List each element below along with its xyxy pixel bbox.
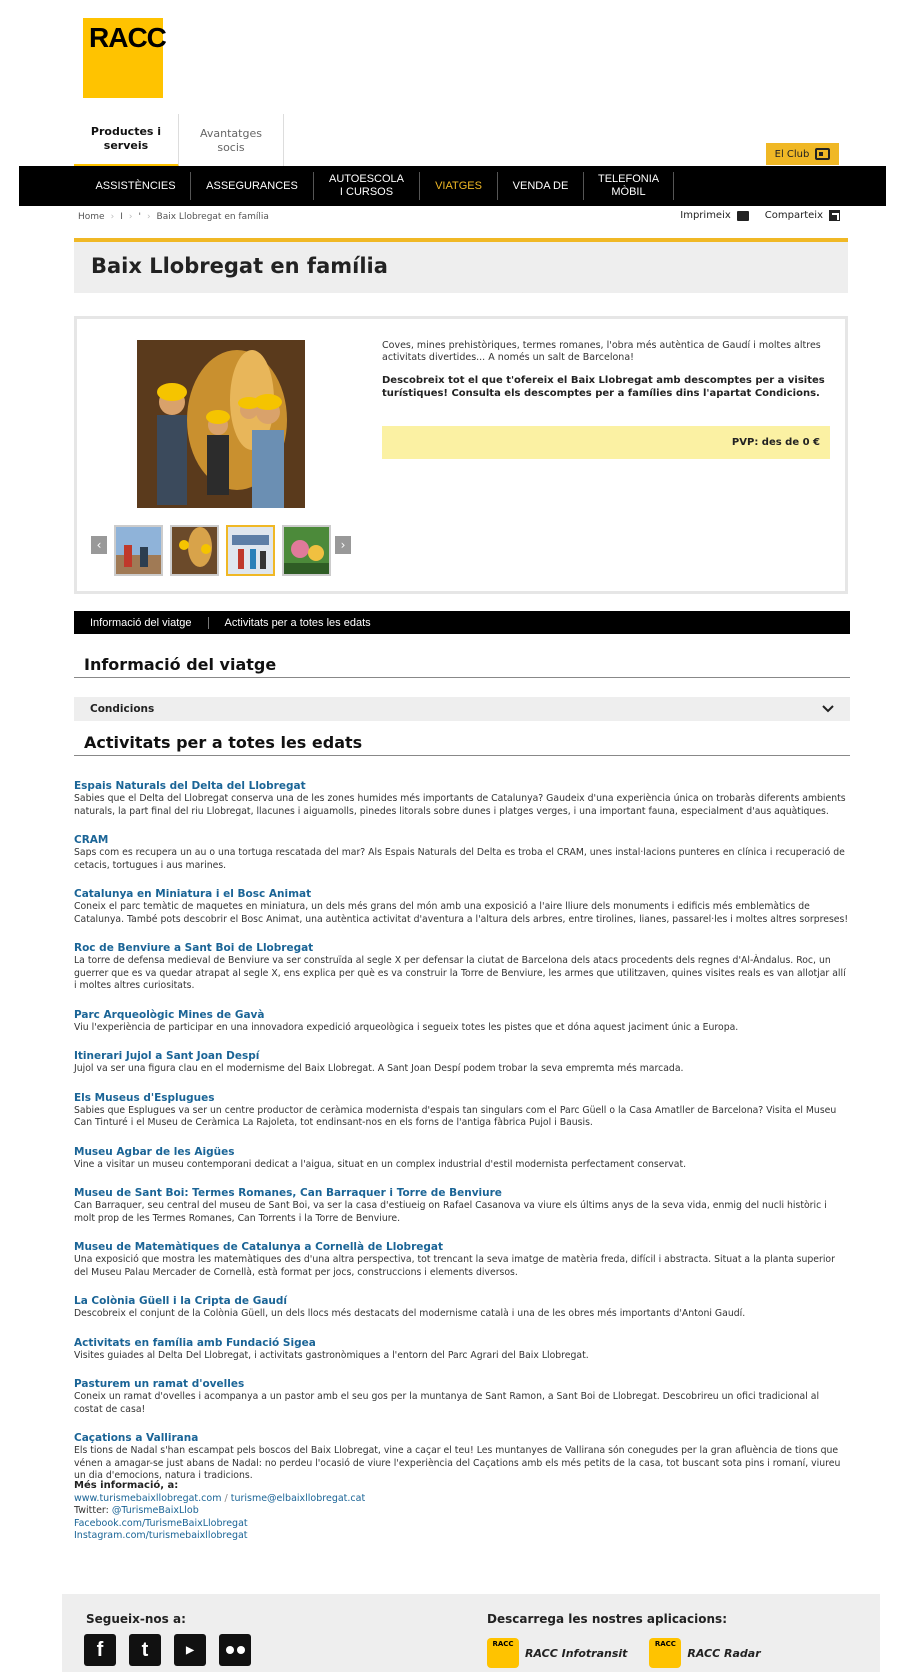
activity-item [74, 1044, 850, 1076]
page-title: Baix Llobregat en família [91, 254, 388, 278]
activity-item [74, 774, 850, 818]
activity-title[interactable]: CRAM [74, 834, 109, 846]
product-highlight: Descobreix tot el que t'ofereix el Baix Llobregat amb descomptes per a visites turístiques! Consulta els descomptes per a famílies dins l'apartat Condicions. [382, 375, 825, 399]
activity-item [74, 882, 850, 926]
title-box [74, 238, 848, 293]
tab-activitats[interactable]: Activitats per a totes les edats [224, 616, 371, 629]
top-tabs [74, 114, 284, 167]
thumbnail-image [172, 527, 217, 574]
separator: / [221, 1492, 231, 1504]
flickr-icon[interactable] [219, 1634, 251, 1666]
main-photo[interactable] [137, 340, 305, 508]
tab-informacio-viatge[interactable]: Informació del viatge [90, 617, 209, 629]
youtube-icon[interactable]: ▶ [174, 1634, 206, 1666]
activity-item [74, 828, 850, 872]
product-intro: Coves, mines prehistòriques, termes romanes, l'obra més autèntica de Gaudí i moltes altres activitats divertides... A només un salt de Barcelona! [382, 340, 821, 363]
nav-autoescola[interactable]: AUTOESCOLA I CURSOS [314, 172, 420, 200]
more-info [74, 1480, 365, 1543]
activity-title[interactable]: Museu de Matemàtiques de Catalunya a Cornellà de Llobregat [74, 1241, 443, 1253]
website-link[interactable]: www.turismebaixllobregat.com [74, 1492, 222, 1504]
breadcrumb-separator: › [146, 212, 151, 222]
accordion-label: Condicions [90, 703, 155, 715]
app-name: RACC Radar [687, 1646, 761, 1660]
activity-title[interactable]: Parc Arqueològic Mines de Gavà [74, 1008, 265, 1021]
activity-title[interactable]: Caçations a Vallirana [74, 1432, 199, 1444]
twitter-icon[interactable]: t [129, 1634, 161, 1666]
activity-title[interactable]: Roc de Benviure a Sant Boi de Llobregat [74, 942, 314, 954]
thumbnail-image [228, 527, 273, 574]
email-link[interactable]: turisme@elbaixllobregat.cat [230, 1492, 366, 1504]
activity-title[interactable]: Museu de Sant Boi: Termes Romanes, Can Barraquer i Torre de Benviure [74, 1187, 502, 1199]
thumbnail-image [284, 527, 329, 574]
chevron-down-icon [822, 705, 834, 713]
activity-description: Visites guiades al Delta Del Llobregat, i activitats gastronòmiques a l'entorn del Parc Agrari del Baix Llobregat. [74, 1349, 589, 1361]
nav-venda[interactable]: VENDA DE [498, 172, 584, 200]
club-button[interactable] [766, 143, 839, 165]
thumbnail-selected[interactable] [226, 525, 275, 576]
activity-description: Descobreix el conjunt de la Colònia Güell, un dels llocs més destacats del modernisme català i una de les obres més importants d'Antoni Gaudí. [74, 1308, 746, 1319]
activity-description: Vine a visitar un museu contemporani dedicat a l'aigua, situat en un complex industrial d'estil modernista perfectament conservat. [74, 1158, 687, 1170]
section-heading-info: Informació del viatge [74, 655, 850, 678]
breadcrumb-separator: › [128, 212, 133, 222]
thumbnail[interactable] [282, 525, 331, 576]
section-heading-activities: Activitats per a totes les edats [74, 733, 850, 756]
activity-description: Els tions de Nadal s'han escampat pels boscos del Baix Llobregat, vine a caçar el teu! Les muntanyes de Vallirana són conegudes per la gran afluència de tions que vénen a amagar-se just abans de Nadal: no perdeu l'ocasió de viure l'experiència del Caçations amb els més petits de la casa, tot buscant sota pins i romaní, viureu un dia d'emocions, natura i tradicions. [74, 1445, 841, 1481]
conditions-accordion[interactable] [74, 697, 850, 721]
activity-description: Sabies que el Delta del Llobregat conserva una de les zones humides més importants de Catalunya? Gaudeix d'una experiència única on trobaràs diferents ambients naturals, la part final del riu Llobregat, llacunes i aiguamolls, pinedes litorals sobre dunes i platges verges, i una important fauna, especialment d'aus aquàtiques. [74, 793, 846, 817]
main-nav [19, 166, 886, 206]
activity-item [74, 1086, 850, 1130]
activity-item [74, 1140, 850, 1172]
twitter-prefix: Twitter: [74, 1505, 112, 1516]
share-label: Comparteix [764, 210, 823, 221]
activity-title[interactable]: Espais Naturals del Delta del Llobregat [74, 780, 306, 792]
share-icon [829, 210, 840, 221]
app-links [487, 1638, 761, 1668]
thumbnail[interactable] [170, 525, 219, 576]
tab-avantatges-socis[interactable]: Avantatges socis [179, 114, 284, 167]
activity-item [74, 1003, 850, 1035]
nav-telefonia[interactable]: TELEFONIA MÒBIL [584, 172, 674, 200]
print-label: Imprimeix [680, 210, 731, 221]
racc-logo[interactable]: RACC [83, 18, 163, 98]
more-info-web-line [74, 1493, 365, 1506]
tab-productes-serveis[interactable]: Productes i serveis [74, 114, 179, 167]
social-links [84, 1634, 251, 1666]
activity-item [74, 1181, 850, 1225]
activity-title[interactable]: Pasturem un ramat d'ovelles [74, 1378, 245, 1390]
nav-assegurances[interactable]: ASSEGURANCES [191, 172, 314, 200]
activity-description: Una exposició que mostra les matemàtiques des d'una altra perspectiva, tot trencant la seva imatge de matèria freda, difícil i abstracta. Situat a la planta superior del Museu Palau Mercader de Cornellà, està format per jocs, construccions i elements diversos. [74, 1254, 835, 1278]
thumbnail-image [116, 527, 161, 574]
chevron-left-icon: ‹ [96, 538, 102, 552]
facebook-icon[interactable]: f [84, 1634, 116, 1666]
thumbnail[interactable] [114, 525, 163, 576]
share-button[interactable] [765, 210, 840, 221]
breadcrumb-home[interactable]: Home [78, 212, 105, 222]
activity-description: Jujol va ser una figura clau en el modernisme del Baix Llobregat. A Sant Joan Despí podem trobar la seva empremta més marcada. [74, 1063, 684, 1074]
activity-description: Sabies que Esplugues va ser un centre productor de ceràmica modernista d'espais tan singulars com el Parc Güell o la Casa Amatller de Barcelona? Visita el Museu Can Tinturé i el Museu de Ceràmica La Rajoleta, tot endinsant-nos en els forns de l'antiga fàbrica Pujol i Bausis. [74, 1104, 837, 1128]
twitter-link[interactable]: @TurismeBaixLlob [111, 1505, 199, 1516]
activity-item [74, 1426, 850, 1483]
app-name: RACC Infotransit [525, 1646, 628, 1660]
thumbnail-strip [114, 525, 331, 576]
activities-list [74, 774, 850, 1493]
follow-heading: Segueix-nos a: [86, 1612, 186, 1626]
nav-assistencies[interactable]: ASSISTÈNCIES [81, 172, 191, 200]
page-actions [680, 210, 840, 221]
breadcrumb-item[interactable]: ' [138, 212, 141, 222]
activity-description: La torre de defensa medieval de Benviure va ser construïda al segle X per defensar la ciutat de Barcelona dels atacs procedents dels regnes d'Al-Àndalus. Roc, un guerrer que es va quedar atrapat al segle X, ens explica per què es va construir la Torre de Benviure, les armes que utilitzaven, quines visites reals es van allotjar allí i moltes altres curiositats. [74, 955, 846, 991]
facebook-link[interactable]: Facebook.com/TurismeBaixLlobregat [74, 1517, 248, 1529]
activity-item [74, 1235, 850, 1279]
breadcrumb-item[interactable]: I [120, 212, 123, 222]
nav-viatges[interactable]: VIATGES [420, 172, 498, 200]
activity-item [74, 1372, 850, 1416]
section-tabs [74, 611, 850, 634]
instagram-link[interactable]: Instagram.com/turismebaixllobregat [74, 1530, 248, 1541]
cave-photo-image [137, 340, 305, 508]
app-infotransit[interactable] [487, 1638, 627, 1668]
carousel-prev-button[interactable] [91, 536, 107, 554]
apps-heading: Descarrega les nostres aplicacions: [487, 1612, 727, 1626]
printer-icon [737, 211, 749, 221]
activity-title[interactable]: Museu Agbar de les Aigües [74, 1145, 235, 1158]
radar-app-icon: RACC [649, 1638, 681, 1668]
activity-title[interactable]: Activitats en família amb Fundació Sigea [74, 1336, 316, 1349]
activity-item [74, 1331, 850, 1363]
breadcrumb-current: Baix Llobregat en família [156, 212, 269, 222]
activity-title[interactable]: La Colònia Güell i la Cripta de Gaudí [74, 1295, 287, 1307]
activity-description: Can Barraquer, seu central del museu de Sant Boi, va ser la casa d'estiueig on Rafael Casanova va viure els últims anys de la seva vida, enmig del nucli històric i molt prop de les Termes Romanes, Can Torrents i la Torre de Benviure. [74, 1200, 827, 1224]
club-label: El Club [774, 148, 810, 160]
activity-description: Saps com es recupera un au o una tortuga rescatada del mar? Als Espais Naturals del Delta es troba el CRAM, unes instal·lacions punteres en clínica i recuperació de cetacis, tortugues i aus marines. [74, 847, 845, 871]
activity-item [74, 1289, 850, 1321]
activity-description: Coneix el parc temàtic de maquetes en miniatura, un dels més grans del món amb una exposició a l'aire lliure dels monuments i edificis més emblemàtics de Catalunya. També pots descobrir el Bosc Animat, una autèntica activitat d'aventura a l'altura dels arbres, entre tirolines, lianes, passarel·les i moltes altres sorpreses! [74, 901, 849, 925]
app-radar[interactable] [649, 1638, 760, 1668]
product-box [74, 316, 848, 594]
footer [62, 1594, 880, 1672]
breadcrumb-separator: › [110, 212, 115, 222]
print-button[interactable] [680, 210, 749, 221]
activity-title[interactable]: Catalunya en Miniatura i el Bosc Animat [74, 888, 312, 900]
activity-item [74, 936, 850, 993]
product-description [382, 340, 832, 410]
activity-description: Coneix un ramat d'ovelles i acompanya a un pastor amb el seu gos per la muntanya de Sant Ramon, a Sant Boi de Llobregat. Descobrireu un ofici tradicional al costat de casa! [74, 1391, 820, 1415]
activity-description: Viu l'experiència de participar en una innovadora expedició arqueològica i segueix totes les pistes que et dóna aquest jaciment únic a Europa. [74, 1021, 739, 1033]
chevron-right-icon: › [340, 538, 346, 552]
carousel-next-button[interactable] [335, 536, 351, 554]
member-card-icon [815, 148, 830, 160]
breadcrumb [78, 212, 269, 222]
twitter-line [74, 1505, 365, 1518]
infotransit-app-icon: RACC [487, 1638, 519, 1668]
price-label: PVP: des de 0 € [731, 437, 820, 448]
activity-title[interactable]: Itinerari Jujol a Sant Joan Despí [74, 1050, 260, 1062]
price-box [382, 426, 830, 459]
activity-title[interactable]: Els Museus d'Esplugues [74, 1091, 215, 1104]
more-info-label: Més informació, a: [74, 1480, 179, 1491]
